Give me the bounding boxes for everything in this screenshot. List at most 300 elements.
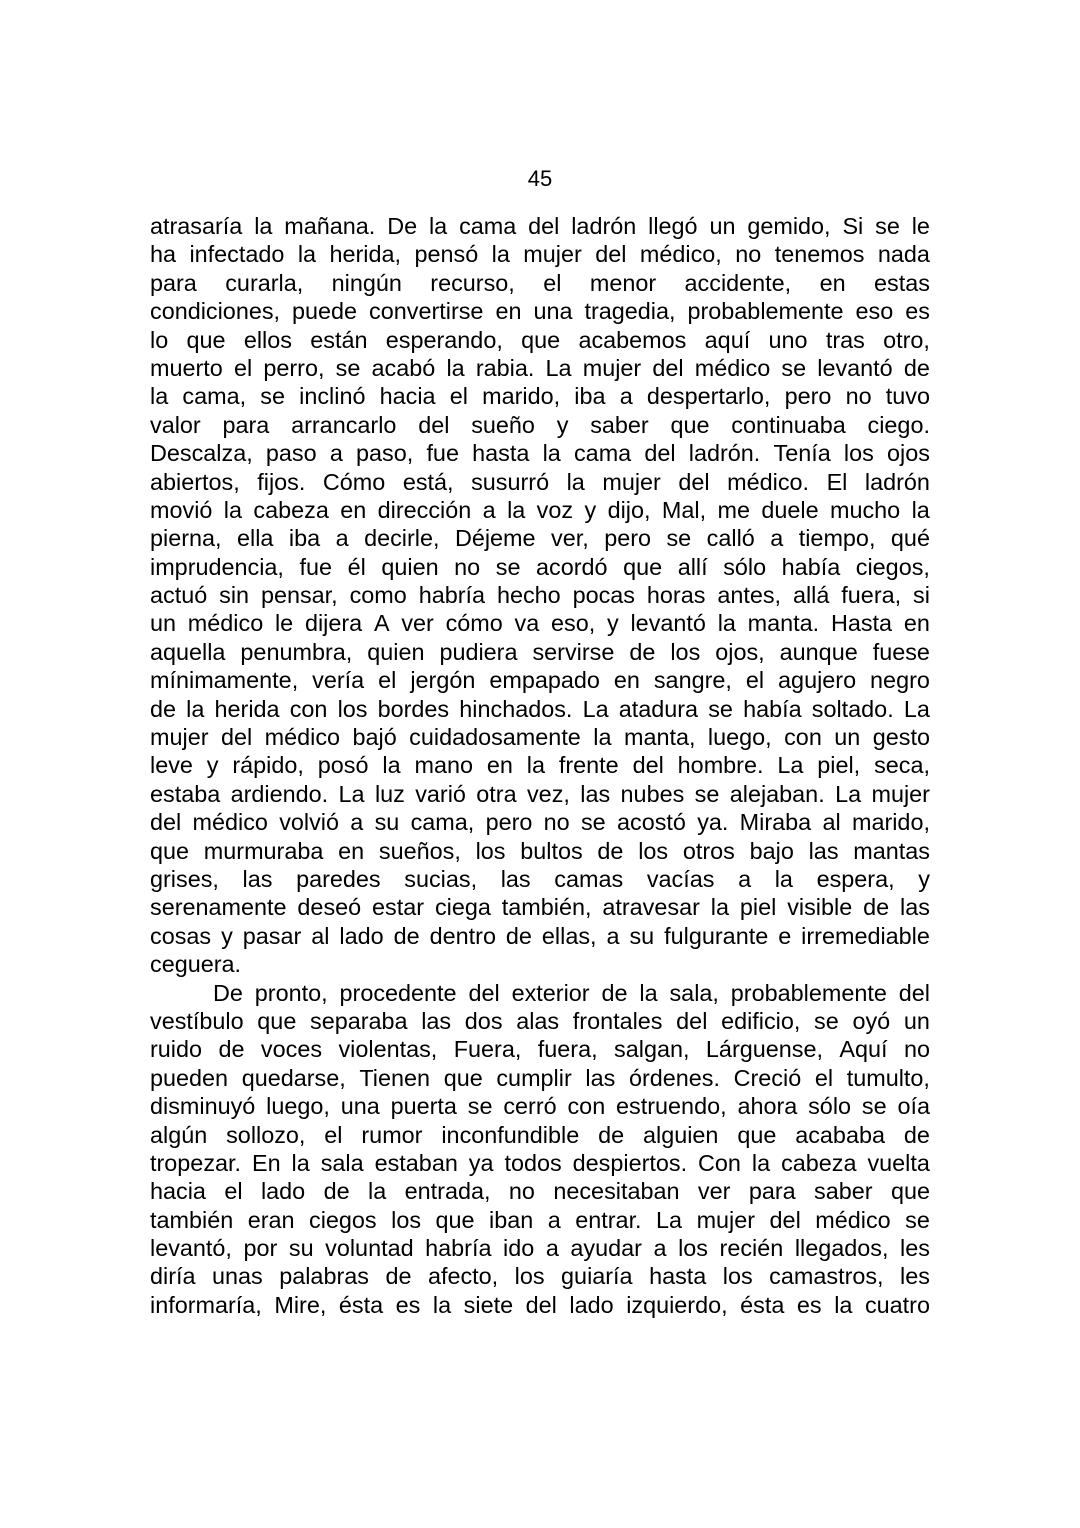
word: condiciones, [150, 298, 281, 325]
word: Tenía [773, 440, 831, 467]
word: eran [247, 1206, 295, 1233]
word: el [378, 667, 397, 694]
word: algún [150, 1121, 208, 1148]
word: cama [573, 440, 632, 467]
word: hasta [649, 1263, 707, 1290]
word: ojos [887, 440, 930, 467]
text-line [150, 780, 930, 808]
word: De [213, 979, 243, 1006]
word: voluntad [325, 1235, 414, 1262]
word: el [233, 354, 253, 381]
word: la [593, 724, 612, 751]
text-line [150, 1007, 930, 1035]
word: hasta [472, 440, 530, 467]
word: informaría, [150, 1291, 262, 1318]
word: Tienen [359, 1064, 431, 1091]
word: estas [874, 269, 930, 296]
word: luego, [266, 1093, 330, 1120]
word: serenamente [150, 894, 287, 921]
word: voces [260, 1036, 323, 1063]
word: del [632, 752, 664, 779]
word: atadura [618, 695, 699, 722]
text-line [150, 1149, 930, 1177]
word: susurró [471, 468, 550, 495]
word: actuó [150, 582, 208, 609]
word: a [329, 440, 343, 467]
text-line [150, 1064, 930, 1092]
word: irremediable [801, 922, 930, 949]
word: ciego. [867, 411, 930, 438]
word: ardiendo. [230, 780, 329, 807]
text-line [150, 695, 930, 723]
word: perro, [263, 354, 325, 381]
word: marido, [851, 809, 930, 836]
word: médico [187, 610, 264, 637]
word: en [495, 298, 522, 325]
word: tras [825, 326, 865, 353]
word: se [875, 213, 900, 239]
word: a [547, 1206, 561, 1233]
word: sólo [808, 1093, 852, 1120]
word: cabeza [253, 496, 329, 523]
word: duele [761, 496, 819, 523]
word: horas [646, 582, 706, 609]
word: exterior [511, 979, 590, 1006]
word: las [585, 1064, 616, 1091]
word: se [694, 780, 720, 807]
word: había [743, 695, 802, 722]
word: la [428, 213, 448, 239]
word: herida, [329, 241, 402, 268]
word: están [310, 326, 368, 353]
word: las [580, 780, 611, 807]
word: ojos, [715, 638, 765, 665]
word: un [834, 724, 861, 751]
word: que [443, 1064, 483, 1091]
word: ruido [150, 1036, 203, 1063]
word: a [545, 1235, 559, 1262]
text-line: ceguera. [150, 951, 242, 978]
word: todos [504, 1149, 562, 1176]
word: imprudencia, [150, 553, 284, 580]
word: inconfundible [441, 1121, 580, 1148]
word: servirse [532, 638, 615, 665]
word: cama [459, 213, 517, 239]
word: fulgurante [664, 922, 769, 949]
word: a [738, 865, 752, 892]
word: vería [312, 667, 365, 694]
word: se [708, 695, 733, 722]
word: médico [694, 354, 771, 381]
text-line [150, 439, 930, 467]
word: a [619, 383, 633, 410]
text-line [150, 496, 930, 524]
word: le [274, 610, 294, 637]
word: los [337, 695, 368, 722]
word: despiertos. [572, 1149, 688, 1176]
word: oyó [852, 1007, 891, 1034]
word: luego, [707, 724, 772, 751]
word: recién [719, 1235, 784, 1262]
word: mujer [871, 780, 930, 807]
word: no [543, 809, 570, 836]
word: eso, [551, 610, 596, 637]
word: fuese [872, 638, 930, 665]
word: sueños, [378, 837, 461, 864]
word: pocas [572, 582, 635, 609]
word: pensó [414, 241, 479, 268]
text-line [150, 269, 930, 297]
word: al [311, 922, 330, 949]
word: la [297, 241, 317, 268]
word: La [545, 354, 572, 381]
word: salgan, [614, 1036, 690, 1063]
word: llegó [648, 213, 698, 239]
word: con [289, 695, 328, 722]
word: del [678, 468, 710, 495]
word: los [722, 1263, 753, 1290]
word: puede [292, 298, 358, 325]
word: Cómo [322, 468, 386, 495]
text-line [150, 326, 930, 354]
word: oía [897, 1093, 930, 1120]
word: Creció [733, 1064, 802, 1091]
word: dijera [304, 610, 363, 637]
word: soltado. [811, 695, 894, 722]
word: en [613, 667, 640, 694]
word: ellos [243, 326, 292, 353]
word: acabó [371, 354, 436, 381]
word: paredes [296, 865, 381, 892]
word: pueden [150, 1064, 229, 1091]
word: ayudar [570, 1235, 642, 1262]
word: de [597, 837, 624, 864]
word: jergón [410, 667, 476, 694]
word: la [507, 496, 526, 523]
word: la [446, 354, 465, 381]
word: el [814, 1064, 834, 1091]
word: médico. [727, 468, 810, 495]
word: del [676, 1007, 708, 1034]
word: de [863, 894, 890, 921]
word: aquí [704, 326, 751, 353]
word: del [595, 241, 627, 268]
word: del [528, 213, 560, 239]
word: curarla, [225, 269, 304, 296]
word: ya. [697, 809, 729, 836]
word: les [900, 1263, 930, 1290]
word: rápido, [232, 752, 304, 779]
word: Descalza, [150, 440, 253, 467]
text-line [150, 1234, 930, 1262]
word: e [778, 922, 792, 949]
word: mujer [696, 1206, 756, 1233]
word: La [835, 780, 862, 807]
word: espera, [816, 865, 895, 892]
word: gesto [872, 724, 930, 751]
word: en [338, 837, 365, 864]
word: en [486, 752, 513, 779]
word: sala, [669, 979, 719, 1006]
word: A [373, 610, 390, 637]
word: sueño [471, 411, 535, 438]
word: de [903, 1121, 930, 1148]
text-line [150, 354, 930, 382]
word: piel, [817, 752, 861, 779]
word: la [566, 468, 585, 495]
word: iba [574, 383, 606, 410]
word: recurso, [430, 269, 515, 296]
word: La [656, 1206, 683, 1233]
word: cómo [445, 610, 503, 637]
word: herida [214, 695, 280, 722]
word: antes, [717, 582, 782, 609]
word: hombre. [677, 752, 764, 779]
word: del [150, 809, 182, 836]
text-line [150, 1262, 930, 1290]
word: La [903, 695, 930, 722]
word: a [350, 809, 364, 836]
word: ver, [551, 525, 589, 552]
word: el [324, 1121, 343, 1148]
word: tuvo [885, 383, 930, 410]
word: y [221, 922, 233, 949]
text-line [150, 979, 930, 1007]
word: pasar [242, 922, 302, 949]
text-line [150, 382, 930, 410]
word: mínimamente, [150, 667, 299, 694]
word: me [717, 496, 750, 523]
word: no [845, 383, 872, 410]
word: vestíbulo [150, 1007, 244, 1034]
word: siete [463, 1291, 514, 1318]
word: mucho [829, 496, 901, 523]
word: estaba [150, 780, 221, 807]
word: fijos. [257, 468, 306, 495]
word: cama, [182, 383, 247, 410]
word: El [826, 468, 848, 495]
word: ellas, [541, 922, 597, 949]
word: dijo, [607, 496, 651, 523]
word: la [639, 979, 658, 1006]
word: fue [299, 553, 333, 580]
word: volvió [279, 809, 339, 836]
word: cumplir [496, 1064, 572, 1091]
word: que [186, 326, 226, 353]
word: arrancarlo [291, 411, 397, 438]
word: cosas [150, 922, 212, 949]
page-number: 45 [527, 166, 553, 191]
word: tragedia, [584, 298, 676, 325]
word: dirección [377, 496, 472, 523]
word: las [242, 865, 273, 892]
word: despertarlo, [646, 383, 771, 410]
word: frente [558, 752, 619, 779]
word: mano [414, 752, 473, 779]
word: un [709, 213, 736, 239]
word: Lárguense, [705, 1036, 823, 1063]
word: levantó [817, 354, 893, 381]
word: bultos [520, 837, 583, 864]
word: deseó [297, 894, 362, 921]
word: quien [381, 553, 439, 580]
word: inclinó [299, 383, 366, 410]
word: y [556, 411, 569, 438]
word: tropezar. [150, 1149, 242, 1176]
word: que [257, 1007, 297, 1034]
word: los [475, 837, 506, 864]
word: bajó [352, 724, 397, 751]
word: del [525, 1291, 557, 1318]
word: Aquí [839, 1036, 888, 1063]
word: se [814, 1007, 839, 1034]
word: médico [192, 809, 268, 836]
word: los [514, 1263, 545, 1290]
word: alas [516, 1007, 560, 1034]
text-line [150, 411, 930, 439]
word: movió [150, 496, 213, 523]
word: y [206, 752, 219, 779]
word: alejaban. [729, 780, 825, 807]
word: no [454, 553, 481, 580]
word: pero [604, 525, 652, 552]
word: disminuyó [150, 1093, 256, 1120]
word: ciegos, [855, 553, 930, 580]
word: la [291, 1149, 310, 1176]
word: sangre, [653, 667, 732, 694]
word: fue [426, 440, 459, 467]
text-line [150, 837, 930, 865]
word: ido [503, 1235, 535, 1262]
text-line [150, 468, 930, 496]
word: visible [787, 894, 853, 921]
word: ladrón [571, 213, 637, 239]
word: muerto [150, 354, 223, 381]
word: no [735, 241, 762, 268]
word: procedente [339, 979, 457, 1006]
word: había [781, 553, 841, 580]
word: necesitaban [553, 1178, 680, 1205]
word: al [822, 809, 841, 836]
word: es [395, 1291, 421, 1318]
word: fuera, [537, 1036, 598, 1063]
word: ésta [338, 1291, 384, 1318]
word: violentas, [338, 1036, 438, 1063]
word: también, [501, 894, 592, 921]
word: acostó [616, 809, 686, 836]
word: la [774, 865, 793, 892]
word: y [918, 865, 930, 892]
word: valor [150, 411, 201, 438]
word: camas [554, 865, 624, 892]
word: estar [372, 894, 425, 921]
word: En [251, 1149, 281, 1176]
word: a [482, 496, 496, 523]
word: estruendo, [616, 1093, 727, 1120]
word: se [260, 383, 285, 410]
word: afecto, [427, 1263, 499, 1290]
word: el [224, 1178, 243, 1205]
word: en [819, 269, 846, 296]
text-line [150, 751, 930, 779]
word: entrar. [575, 1206, 642, 1233]
word: el [543, 269, 562, 296]
word: se [335, 354, 361, 381]
word: su [629, 922, 655, 949]
word: lado [339, 922, 384, 949]
word: pero [784, 383, 832, 410]
word: paso, [356, 440, 414, 467]
word: del [644, 440, 676, 467]
word: en [340, 496, 367, 523]
word: de [150, 695, 177, 722]
word: con [567, 1093, 606, 1120]
word: ciegos [309, 1206, 377, 1233]
word: levantó [630, 610, 706, 637]
word: del [468, 979, 500, 1006]
word: eso [855, 298, 894, 325]
text-line [150, 1035, 930, 1063]
word: uno [768, 326, 808, 353]
word: para [150, 269, 197, 296]
text-line [150, 212, 930, 240]
word: sucias, [404, 865, 478, 892]
word: ella [237, 525, 274, 552]
word: De [387, 213, 418, 239]
word: Si [842, 213, 864, 239]
word: del [898, 979, 930, 1006]
word: cuatro [864, 1291, 930, 1318]
word: La [777, 752, 804, 779]
word: y [607, 610, 619, 637]
word: la [751, 1149, 771, 1176]
text-line [150, 1177, 930, 1205]
word: empapado [489, 667, 600, 694]
word: de [598, 1121, 625, 1148]
word: de [629, 638, 656, 665]
word: tumulto, [846, 1064, 930, 1091]
word: se [666, 525, 692, 552]
word: grises, [150, 865, 219, 892]
word: atrasaría [150, 213, 243, 239]
word: bajo [749, 837, 794, 864]
word: agujero [778, 667, 857, 694]
word: que [150, 837, 190, 864]
word: frontales [572, 1007, 663, 1034]
word: iban [489, 1206, 534, 1233]
word: es [905, 298, 930, 325]
word: médico [815, 1206, 891, 1233]
word: de [218, 1036, 245, 1063]
word: los [391, 1206, 422, 1233]
word: las [808, 837, 839, 864]
word: rumor [361, 1121, 423, 1148]
word: ésta [740, 1291, 785, 1318]
word: del [769, 1206, 801, 1233]
word: posó [317, 752, 369, 779]
word: por [243, 1235, 278, 1262]
word: sólo [723, 553, 767, 580]
word: saber [590, 411, 649, 438]
word: va [514, 610, 540, 637]
word: que [521, 326, 561, 353]
word: le [911, 213, 930, 239]
word: izquierdo, [626, 1291, 728, 1318]
word: a [335, 525, 349, 552]
word: accidente, [684, 269, 792, 296]
word: que [435, 1206, 475, 1233]
word: la [491, 241, 510, 268]
